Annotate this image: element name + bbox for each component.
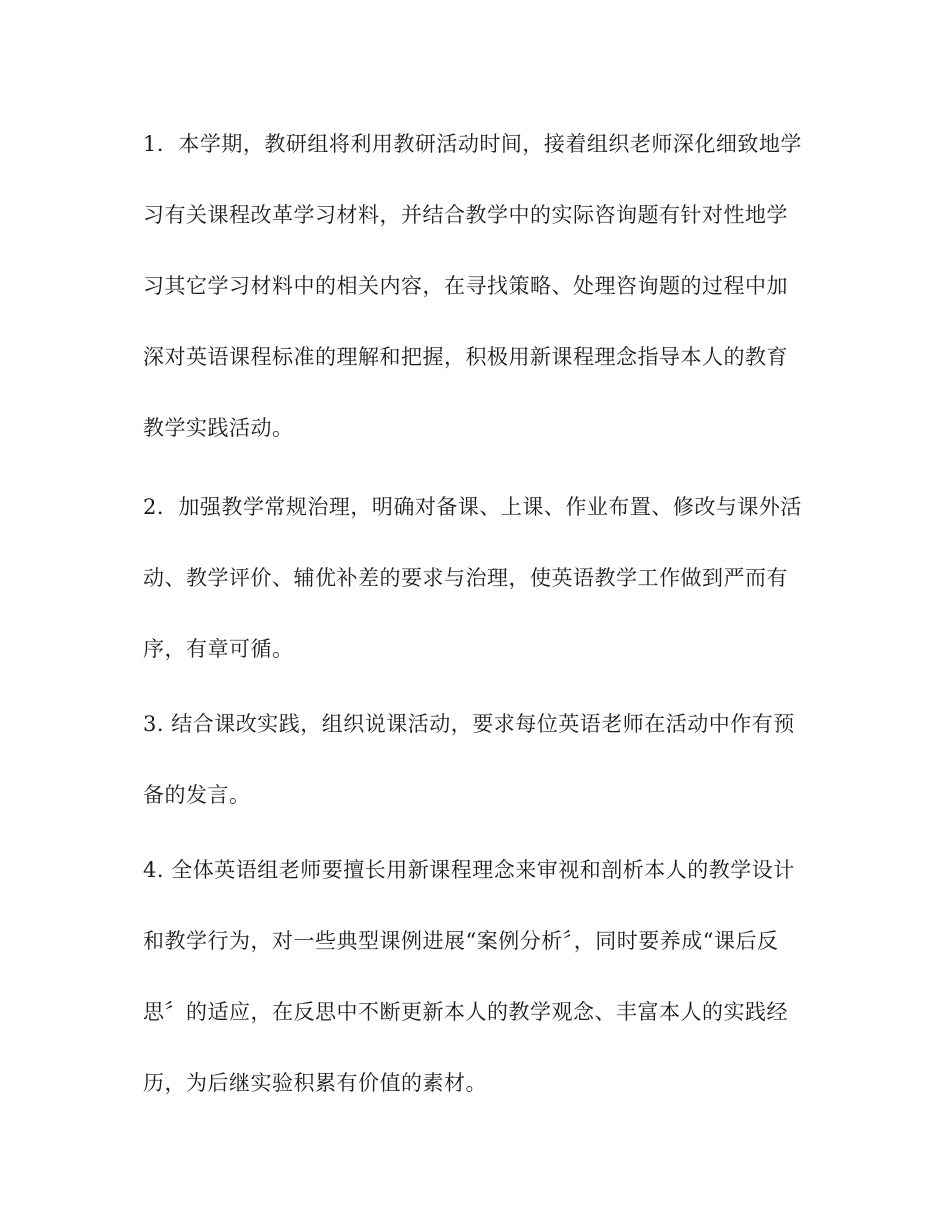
paragraph-line: 序，有章可循。 [143, 637, 294, 661]
paragraph-line: 思〞的适应，在反思中不断更新本人的教学观念、丰富本人的实践经 [143, 1000, 788, 1024]
paragraph-line: 习其它学习材料中的相关内容，在寻找策略、处理咨询题的过程中加 [143, 274, 788, 298]
paragraph-line: 习有关课程改革学习材料，并结合教学中的实际咨询题有针对性地学 [143, 203, 788, 227]
paragraph-line: 动、教学评价、辅优补差的要求与治理，使英语教学工作做到严而有 [143, 566, 788, 590]
paragraph-line: 和教学行为，对一些典型课例进展“案例分析〞，同时要养成“课后反 [143, 929, 779, 953]
paragraph-line: 深对英语课程标准的理解和把握，积极用新课程理念指导本人的教育 [143, 345, 788, 369]
paragraph-line: 4. 全体英语组老师要擅长用新课程理念来审视和剖析本人的教学设计 [143, 858, 795, 882]
paragraph-line: 1．本学期，教研组将利用教研活动时间，接着组织老师深化细致地学 [143, 132, 802, 156]
paragraph-line: 2．加强教学常规治理，明确对备课、上课、作业布置、修改与课外活 [143, 495, 802, 519]
paragraph-line: 3. 结合课改实践，组织说课活动，要求每位英语老师在活动中作有预 [143, 712, 795, 736]
paragraph-line: 教学实践活动。 [143, 416, 294, 440]
paragraph-line: 备的发言。 [143, 783, 251, 807]
paragraph-line: 历，为后继实验积累有价值的素材。 [143, 1071, 487, 1095]
